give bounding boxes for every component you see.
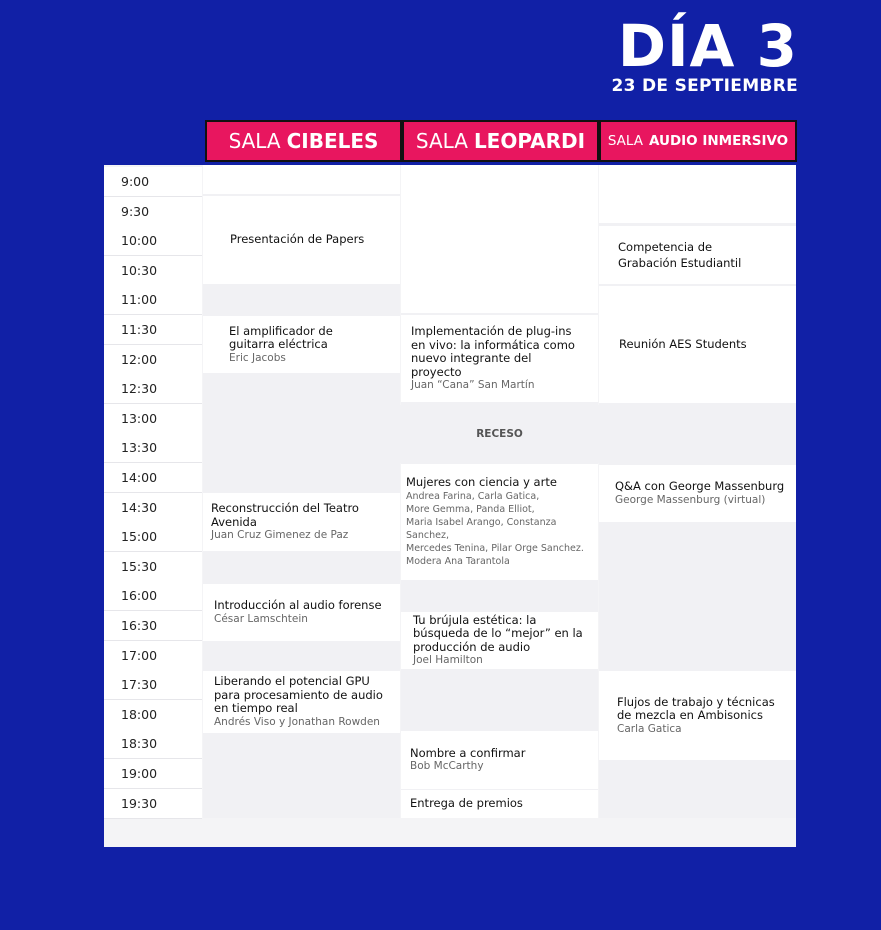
session-plugins[interactable] — [401, 315, 598, 402]
session-forense[interactable] — [203, 584, 400, 641]
session-gpu[interactable] — [203, 671, 400, 733]
time-slot: 18:30 — [104, 729, 202, 759]
session-premios[interactable] — [401, 790, 598, 818]
session-title: El amplificador de guitarra eléctrica — [229, 323, 333, 351]
time-slot: 13:00 — [104, 404, 202, 434]
session-reunion[interactable] — [599, 286, 796, 403]
session-title: Competencia de Grabación Estudiantil — [618, 240, 742, 270]
session-title: Introducción al audio forense — [214, 598, 382, 613]
room-prefix: SALA — [228, 129, 281, 153]
session-title: Entrega de premios — [410, 796, 523, 811]
room-name: AUDIO INMERSIVO — [648, 133, 789, 149]
session-title: Reconstrucción del Teatro Avenida — [211, 501, 359, 529]
empty-slot — [401, 165, 598, 313]
session-speaker: More Gemma, Panda Elliot, — [406, 504, 535, 516]
time-slot: 19:00 — [104, 759, 202, 789]
time-slot: 16:00 — [104, 581, 202, 611]
room-name: LEOPARDI — [473, 129, 586, 153]
room-prefix: SALA — [607, 133, 643, 149]
session-title: Q&A con George Massenburg — [615, 479, 785, 494]
session-title: Implementación de plug-ins en vivo: la informática como nuevo integrante del proyecto — [411, 324, 575, 379]
session-amplificador[interactable] — [203, 316, 400, 373]
time-slot: 12:30 — [104, 374, 202, 404]
session-speaker: George Massenburg (virtual) — [615, 493, 766, 506]
room-header-cibeles — [205, 120, 402, 162]
time-slot: 14:30 — [104, 493, 202, 523]
session-title: Presentación de Papers — [230, 232, 365, 247]
time-slot: 9:30 — [104, 197, 202, 227]
room-prefix: SALA — [415, 129, 468, 153]
session-title: Tu brújula estética: la búsqueda de lo “mejor” en la producción de audio — [413, 612, 583, 654]
time-slot: 15:00 — [104, 522, 202, 552]
empty-slot — [203, 165, 400, 194]
room-header-leopardi — [402, 120, 599, 162]
room-name: CIBELES — [286, 129, 379, 153]
time-slot: 17:30 — [104, 670, 202, 700]
session-title: Nombre a confirmar — [410, 745, 526, 760]
session-speaker: Bob McCarthy — [410, 760, 484, 773]
empty-slot — [599, 165, 796, 223]
session-flujos[interactable] — [599, 671, 796, 760]
day-title: DÍA 3 — [617, 12, 798, 80]
time-slot: 17:00 — [104, 641, 202, 671]
session-papers[interactable] — [203, 196, 400, 284]
room-header-inmersivo — [599, 120, 797, 162]
time-slot: 9:00 — [104, 167, 202, 197]
session-speaker: Juan Cruz Gimenez de Paz — [211, 529, 349, 541]
time-slot: 10:30 — [104, 256, 202, 286]
session-speaker: César Lamschtein — [214, 612, 308, 625]
session-speaker: Maria Isabel Arango, Constanza Sanchez, — [406, 517, 557, 542]
session-speaker: Joel Hamilton — [413, 654, 483, 667]
time-slot: 18:00 — [104, 700, 202, 730]
session-teatro[interactable] — [203, 493, 400, 551]
session-qa[interactable] — [599, 465, 796, 522]
session-title: Reunión AES Students — [619, 336, 747, 351]
session-speaker: Andrea Farina, Carla Gatica, — [406, 491, 540, 503]
receso-break: RECESO — [203, 405, 796, 463]
time-slot: 15:30 — [104, 552, 202, 582]
session-brujula[interactable] — [401, 612, 598, 669]
time-slot: 11:30 — [104, 315, 202, 345]
session-speaker: Mercedes Tenina, Pilar Orge Sanchez. — [406, 543, 584, 555]
session-speaker: Modera Ana Tarantola — [406, 556, 510, 568]
session-speaker: Carla Gatica — [617, 722, 682, 735]
session-nombre[interactable] — [401, 731, 598, 789]
session-mujeres[interactable] — [401, 464, 598, 580]
time-slot: 10:00 — [104, 226, 202, 256]
time-slot: 12:00 — [104, 345, 202, 375]
day-date: 23 DE SEPTIEMBRE — [611, 76, 798, 96]
time-slot: 11:00 — [104, 285, 202, 315]
session-speaker: Andrés Viso y Jonathan Rowden — [214, 715, 380, 728]
time-slot: 19:30 — [104, 789, 202, 819]
session-title: Liberando el potencial GPU para procesamiento de audio en tiempo real — [214, 674, 383, 716]
session-speaker: Eric Jacobs — [229, 351, 286, 364]
time-slot: 14:00 — [104, 463, 202, 493]
time-slot: 13:30 — [104, 433, 202, 463]
session-title: Mujeres con ciencia y arte — [406, 474, 557, 489]
time-slot: 16:30 — [104, 611, 202, 641]
session-title: Flujos de trabajo y técnicas de mezcla en Ambisonics — [617, 694, 775, 722]
session-speaker: Juan “Cana” San Martín — [411, 379, 535, 391]
session-competencia[interactable] — [599, 226, 796, 284]
